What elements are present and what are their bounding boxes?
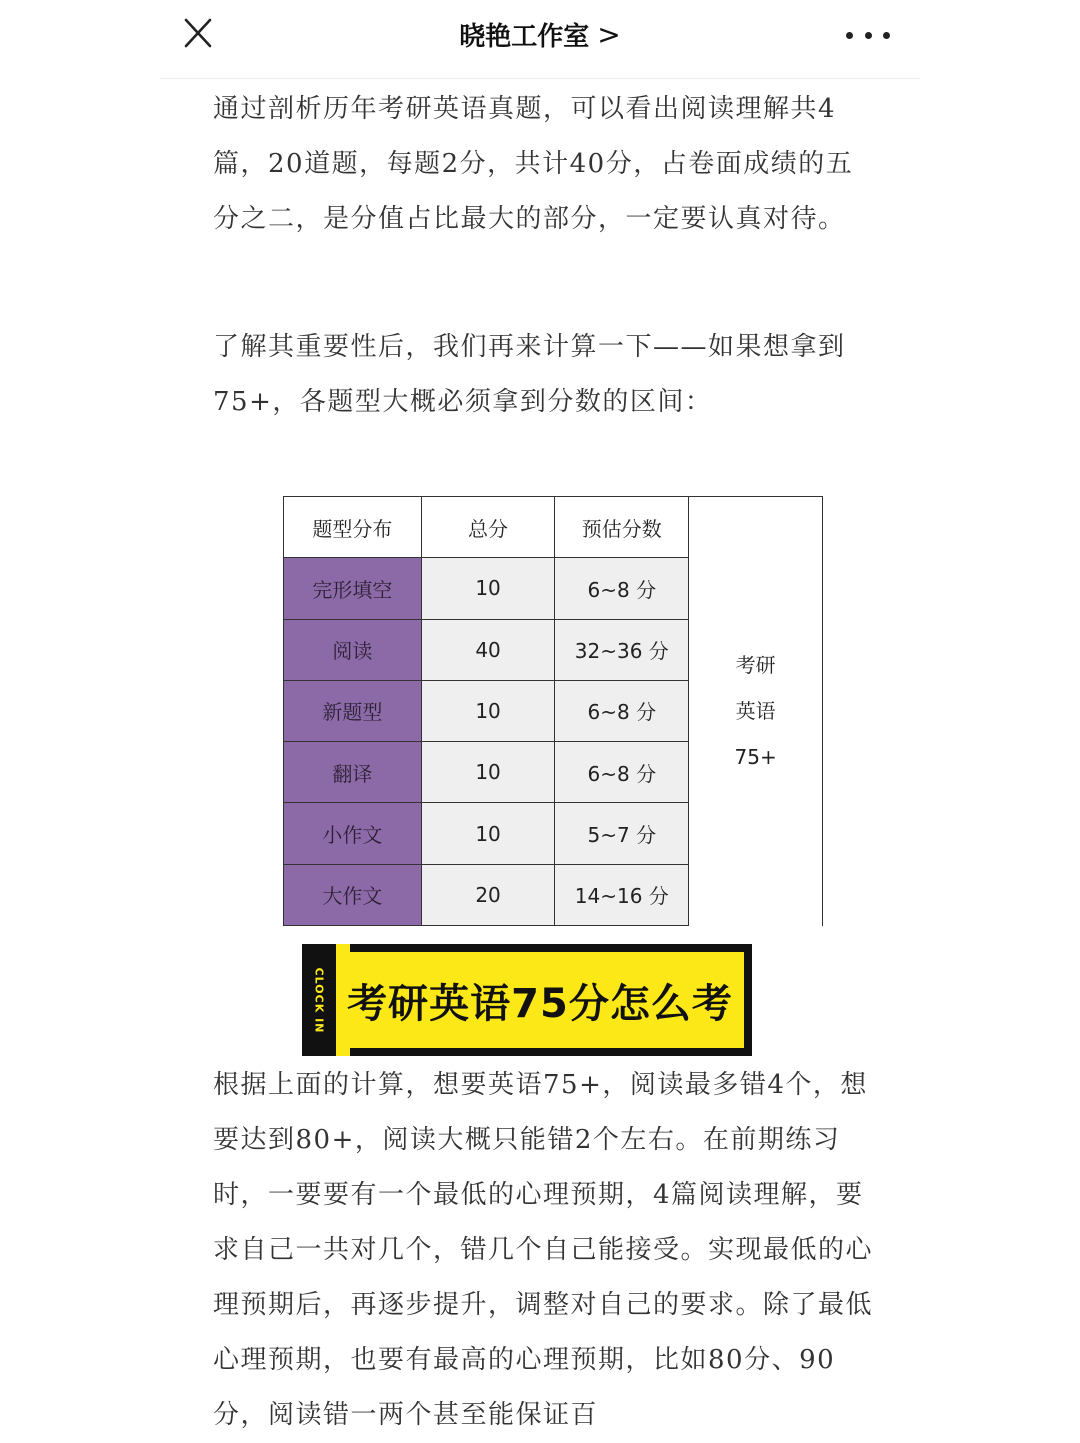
total-score-cell: 10 bbox=[421, 558, 555, 619]
article-paragraph-2: 了解其重要性后，我们再来计算一下——如果想拿到75+，各题型大概必须拿到分数的区间： bbox=[213, 332, 846, 417]
estimate-score-cell: 5~7 分 bbox=[555, 803, 689, 864]
total-score-cell: 40 bbox=[421, 619, 555, 680]
score-table-image bbox=[283, 496, 823, 926]
top-nav-bar bbox=[160, 0, 920, 79]
score-table bbox=[283, 496, 823, 926]
question-type-cell: 完形填空 bbox=[284, 558, 422, 619]
table-header-cell: 题型分布 bbox=[284, 497, 422, 558]
more-icon-dot bbox=[846, 32, 853, 39]
more-icon-dot bbox=[883, 32, 890, 39]
banner-tick-decoration bbox=[336, 1048, 350, 1056]
question-type-cell: 新题型 bbox=[284, 680, 422, 741]
article-paragraph-3: 根据上面的计算，想要英语75+，阅读最多错4个，想要达到80+，阅读大概只能错2个左右。在前期练习时，一要要有一个最低的心理预期，4篇阅读理解，要求自己一共对几个，错几个自己能接受。实现最低的心理预期后，再逐步提升，调整对自己的要求。除了最低心理预期，也要有最高的心理预期，比如80分、90分，阅读错一两个甚至能保证百 bbox=[213, 1070, 874, 1430]
more-icon-dot bbox=[865, 32, 872, 39]
question-type-cell: 阅读 bbox=[284, 619, 422, 680]
estimate-score-cell: 6~8 分 bbox=[555, 742, 689, 803]
page-title: 晓艳工作室 bbox=[459, 21, 590, 52]
section-banner bbox=[302, 944, 752, 1056]
estimate-score-cell: 32~36 分 bbox=[555, 619, 689, 680]
total-score-cell: 10 bbox=[421, 680, 555, 741]
table-header-row bbox=[284, 497, 823, 558]
target-score-line: 英语 bbox=[735, 699, 776, 724]
chevron-right-icon: > bbox=[597, 17, 621, 51]
target-score-line: 75+ bbox=[734, 745, 777, 770]
question-type-cell: 小作文 bbox=[284, 803, 422, 864]
question-type-cell: 大作文 bbox=[284, 864, 422, 925]
banner-side-label bbox=[302, 944, 336, 1056]
article-paragraph-1: 通过剖析历年考研英语真题，可以看出阅读理解共4篇，20道题，每题2分，共计40分，占卷面成绩的五分之二，是分值占比最大的部分，一定要认真对待。 bbox=[213, 94, 854, 234]
banner-side-text: CLOCK IN bbox=[312, 967, 326, 1033]
banner-tick-decoration bbox=[336, 944, 350, 952]
estimate-score-cell: 6~8 分 bbox=[555, 680, 689, 741]
estimate-score-cell: 6~8 分 bbox=[555, 558, 689, 619]
question-type-cell: 翻译 bbox=[284, 742, 422, 803]
total-score-cell: 10 bbox=[421, 742, 555, 803]
table-header-cell: 总分 bbox=[421, 497, 555, 558]
total-score-cell: 20 bbox=[421, 864, 555, 925]
estimate-score-cell: 14~16 分 bbox=[555, 864, 689, 925]
account-title-link[interactable] bbox=[160, 14, 920, 54]
target-score-cell bbox=[689, 497, 823, 926]
banner-heading: 考研英语75分怎么考 bbox=[336, 952, 744, 1048]
total-score-cell: 10 bbox=[421, 803, 555, 864]
more-button[interactable] bbox=[846, 20, 890, 50]
target-score-line: 考研 bbox=[735, 653, 776, 678]
table-header-cell: 预估分数 bbox=[555, 497, 689, 558]
